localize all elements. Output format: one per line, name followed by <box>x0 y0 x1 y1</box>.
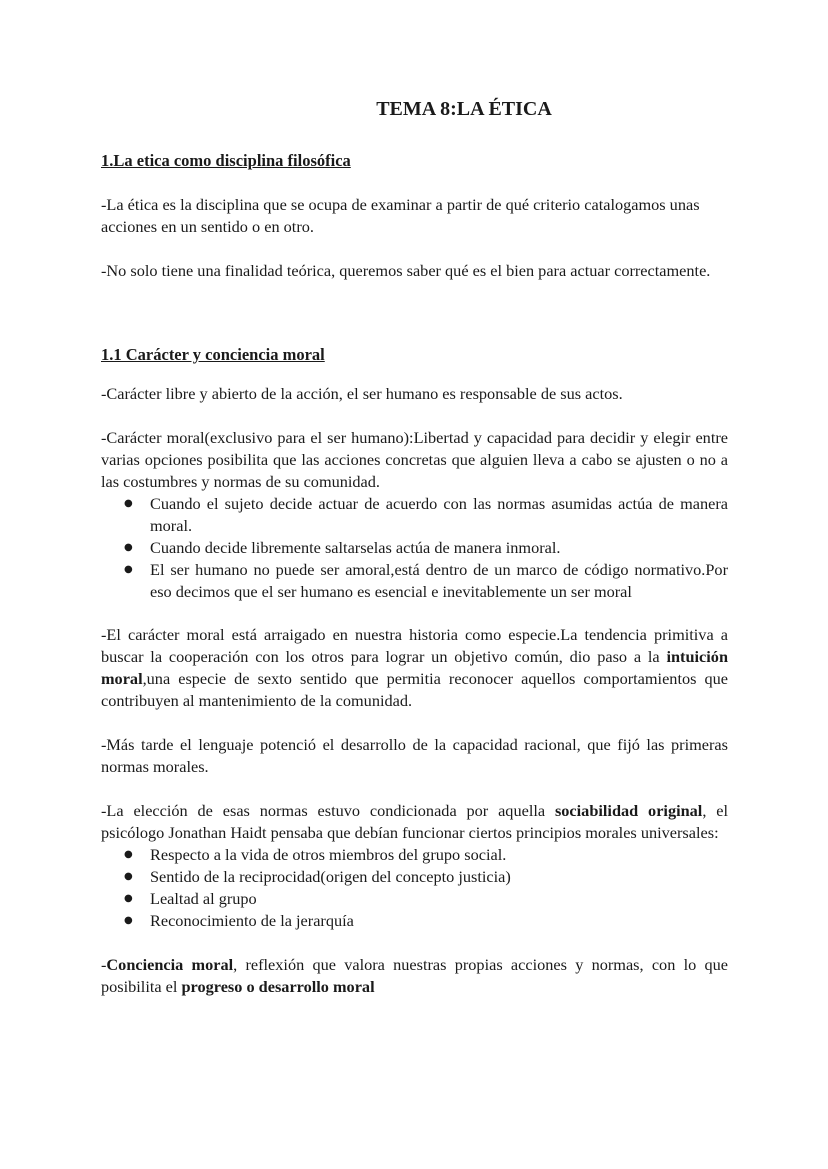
document-title: TEMA 8:LA ÉTICA <box>376 98 552 120</box>
list-item: ● Cuando el sujeto decide actuar de acuerdo con las normas asumidas actúa de manera moral. <box>150 493 728 537</box>
bullet-list <box>101 493 728 603</box>
list-item: ● Sentido de la reciprocidad(origen del concepto justicia) <box>150 866 728 888</box>
text-run: -La elección de esas normas estuvo condicionada por aquella <box>101 801 555 820</box>
section-heading-1-1: 1.1 Carácter y conciencia moral <box>101 345 325 364</box>
list-item: ● Respecto a la vida de otros miembros del grupo social. <box>150 844 728 866</box>
paragraph: -Más tarde el lenguaje potenció el desarrollo de la capacidad racional, que fijó las primeras normas morales. <box>101 735 728 776</box>
bullet-list <box>101 844 728 932</box>
list-item: ● Reconocimiento de la jerarquía <box>150 910 728 932</box>
paragraph: -No solo tiene una finalidad teórica, queremos saber qué es el bien para actuar correctamente. <box>101 261 711 280</box>
text-run: - <box>101 955 107 974</box>
text-run: -El carácter moral está arraigado en nuestra historia como especie.La tendencia primitiva a buscar la cooperación con los otros para lograr un objetivo común, dio paso a la <box>101 625 728 666</box>
text-run: , reflexión que valora nuestras propias acciones y normas, con lo que posibilita el <box>101 955 728 996</box>
bold-term: intuición moral <box>101 647 728 688</box>
paragraph <box>101 624 728 712</box>
paragraph <box>101 954 728 998</box>
list-item: ● Lealtad al grupo <box>150 888 728 910</box>
document-body <box>101 150 728 998</box>
bold-term: sociabilidad original <box>554 801 703 820</box>
list-item: ● Cuando decide libremente saltarselas actúa de manera inmoral. <box>150 537 728 559</box>
section-heading-1: 1.La etica como disciplina filosófica <box>101 151 351 170</box>
list-item: ● El ser humano no puede ser amoral,está dentro de un marco de código normativo.Por eso decimos que el ser humano es esencial e inevitablemente un ser moral <box>150 559 728 603</box>
paragraph: -Carácter moral(exclusivo para el ser humano):Libertad y capacidad para decidir y elegir entre varias opciones posibilita que las acciones concretas que alguien lleva a cabo se ajusten o no a las costumbres y normas de su comunidad. <box>101 428 728 491</box>
paragraph: -Carácter libre y abierto de la acción, el ser humano es responsable de sus actos. <box>101 384 623 403</box>
text-run: ,una especie de sexto sentido que permitia reconocer aquellos comportamientos que contribuyen al mantenimiento de la comunidad. <box>101 669 728 710</box>
bold-term: progreso o desarrollo moral <box>181 977 375 996</box>
bold-term: Conciencia moral <box>106 955 234 974</box>
paragraph <box>101 800 728 844</box>
text-run: , el psicólogo Jonathan Haidt pensaba que debían funcionar ciertos principios morales universales: <box>101 801 729 842</box>
paragraph: -La ética es la disciplina que se ocupa de examinar a partir de qué criterio catalogamos unas acciones en un sentido o en otro. <box>101 195 700 236</box>
